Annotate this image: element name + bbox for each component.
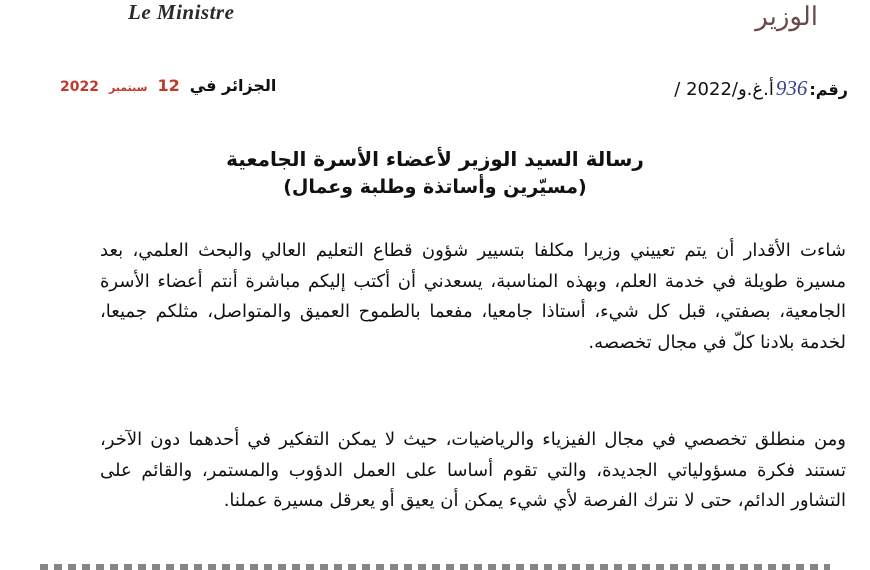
- reference-code: / أ.غ.و/2022: [674, 79, 774, 100]
- reference-number: [674, 76, 848, 102]
- date-month: سبتمبر: [108, 81, 148, 94]
- cut-off-next-line: [0, 558, 870, 570]
- letter-title: رسالة السيد الوزير لأعضاء الأسرة الجامعية: [226, 147, 644, 171]
- ministre-heading-ar: الوزير: [755, 2, 818, 32]
- paragraph-1: شاءت الأقدار أن يتم تعييني وزيرا مكلفا بتسيير شؤون قطاع التعليم العالي والبحث العلمي، بعد مسيرة طويلة في خدمة العلم، وبهذه المناسبة، يسعدني أن أكتب إليكم مباشرة أنتم أعضاء الأسرة الجامعية، بصفتي، قبل كل شيء، أستاذا جامعيا، مفعما بالطموح العميق والمتواصل، مثلكم جميعا، لخدمة بلادنا كلّ في مجال تخصصه.: [100, 240, 846, 353]
- place-label: الجزائر في: [189, 76, 277, 95]
- ministre-heading-fr: Le Ministre: [128, 0, 235, 24]
- date-line: [60, 76, 276, 102]
- date-year: 2022: [60, 79, 99, 95]
- reference-handwritten-number: 936: [775, 76, 808, 100]
- paragraph-2: ومن منطلق تخصصي في مجال الفيزياء والرياضيات، حيث لا يمكن التفكير في أحدهما دون الآخر، تستند فكرة مسؤولياتي الجديدة، والتي تقوم أساسا على العمل الدؤوب والمستمر، والقائم على التشاور الدائم، حتى لا نترك الفرصة لأي شيء يمكن أن يعيق أو يعرقل مسيرة عملنا.: [100, 429, 846, 511]
- reference-label: رقم:: [809, 80, 848, 99]
- date-day: 12: [157, 76, 180, 95]
- letter-subtitle: (مسيّرين وأساتذة وطلبة وعمال): [283, 176, 587, 198]
